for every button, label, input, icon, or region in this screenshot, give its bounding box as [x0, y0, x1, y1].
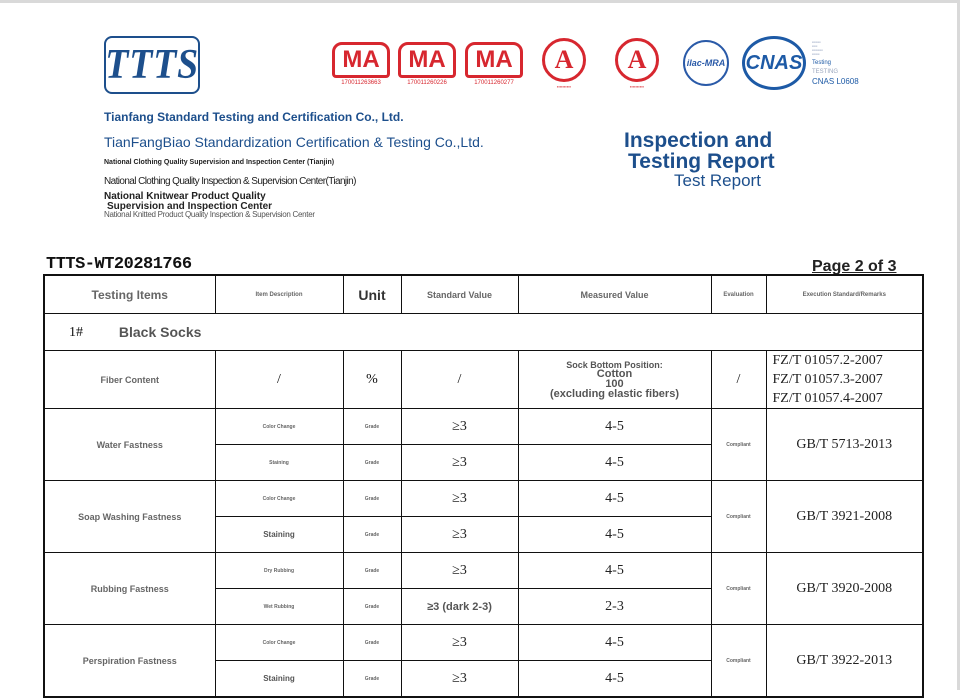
row-measured: 4-5	[518, 661, 711, 698]
cma-mark-1	[332, 42, 390, 86]
cnas-fine-print: ▪▪▪▪▪▪▪▪ ▪▪▪▪▪ ▪▪▪▪▪▪▪▪▪▪ ▪▪▪▪▪▪▪	[812, 40, 823, 56]
row-description: Color Change	[215, 625, 343, 661]
ma-icon: MA	[332, 42, 390, 78]
row-description: Dry Rubbing	[215, 553, 343, 589]
ma-icon: MA	[465, 42, 523, 78]
results-table	[43, 274, 924, 698]
row-standard: ≥3	[401, 517, 518, 553]
report-title-line-3: Test Report	[674, 171, 761, 190]
fiber-evaluation: /	[711, 351, 766, 409]
cnas-mark	[742, 36, 806, 90]
group-standard-ref: GB/T 3920-2008	[766, 553, 923, 625]
row-description: Staining	[215, 445, 343, 481]
fiber-standard-3: FZ/T 01057.4-2007	[772, 391, 883, 406]
sample-cell	[44, 314, 923, 351]
row-standard: ≥3	[401, 409, 518, 445]
fiber-unit: %	[343, 351, 401, 409]
row-unit: Grade	[343, 553, 401, 589]
table-row	[44, 481, 923, 517]
row-standard: ≥3 (dark 2-3)	[401, 589, 518, 625]
fiber-measured	[518, 351, 711, 409]
row-measured: 4-5	[518, 445, 711, 481]
table-row	[44, 409, 923, 445]
row-measured: 4-5	[518, 625, 711, 661]
cnas-line-1: Testing	[812, 60, 832, 66]
group-standard-ref: GB/T 5713-2013	[766, 409, 923, 481]
ma-number: 170011263663	[341, 80, 381, 86]
header-execution-standard: Execution Standard/Remarks	[766, 275, 923, 314]
header-unit: Unit	[343, 275, 401, 314]
header-evaluation: Evaluation	[711, 275, 766, 314]
ilac-mark	[683, 40, 729, 86]
fiber-standard-1: FZ/T 01057.2-2007	[772, 353, 883, 368]
row-description: Staining	[215, 517, 343, 553]
header-measured-value: Measured Value	[518, 275, 711, 314]
table-row	[44, 351, 923, 409]
ilac-icon: ilac-MRA	[683, 40, 729, 86]
group-evaluation: Compliant	[711, 553, 766, 625]
ma-number: 170011260277	[474, 80, 514, 86]
table-header-row	[44, 275, 923, 314]
row-unit: Grade	[343, 589, 401, 625]
header-standard-value: Standard Value	[401, 275, 518, 314]
center-name-4: National Knitted Product Quality Inspection & Supervision Center	[104, 210, 315, 219]
fiber-standard: /	[401, 351, 518, 409]
cnas-side-text	[812, 40, 872, 86]
cma-mark-3	[465, 42, 523, 86]
row-standard: ≥3	[401, 661, 518, 698]
report-title-line-1: Inspection and	[624, 129, 773, 152]
row-unit: Grade	[343, 517, 401, 553]
report-title-line-2: Testing Report	[628, 150, 775, 173]
company-name-alt: TianFangBiao Standardization Certification & Testing Co.,Ltd.	[104, 134, 484, 150]
page-top-edge	[0, 0, 960, 3]
sample-name: Black Socks	[118, 324, 202, 341]
page-indicator: Page 2 of 3	[812, 258, 897, 275]
cma-mark-2	[398, 42, 456, 86]
group-evaluation: Compliant	[711, 481, 766, 553]
table-row	[44, 625, 923, 661]
item-water-fastness: Water Fastness	[44, 409, 215, 481]
header-item-description: Item Description	[215, 275, 343, 314]
row-unit: Grade	[343, 445, 401, 481]
row-standard: ≥3	[401, 481, 518, 517]
item-fiber-content: Fiber Content	[44, 351, 215, 409]
fiber-description: /	[215, 351, 343, 409]
row-measured: 4-5	[518, 517, 711, 553]
center-name-2: National Clothing Quality Inspection & Supervision Center(Tianjin)	[104, 176, 356, 187]
cal-caption: ▪▪▪▪▪▪▪▪▪▪	[556, 84, 572, 89]
group-evaluation: Compliant	[711, 625, 766, 698]
row-standard: ≥3	[401, 553, 518, 589]
row-measured: 2-3	[518, 589, 711, 625]
fiber-material: Cotton	[596, 367, 633, 380]
row-standard: ≥3	[401, 445, 518, 481]
center-name-1: National Clothing Quality Supervision and Inspection Center (Tianjin)	[104, 159, 335, 166]
row-measured: 4-5	[518, 481, 711, 517]
item-rubbing-fastness: Rubbing Fastness	[44, 553, 215, 625]
cal-caption: ▪▪▪▪▪▪▪▪▪▪	[629, 84, 645, 89]
center-name-3a: National Knitwear Product Quality	[104, 191, 266, 202]
ma-icon: MA	[398, 42, 456, 78]
fiber-standards	[766, 351, 923, 409]
cal-icon: A	[615, 38, 659, 82]
row-description: Color Change	[215, 481, 343, 517]
ttts-logo	[104, 36, 200, 94]
item-perspiration-fastness: Perspiration Fastness	[44, 625, 215, 698]
cnas-line-2: TESTING	[812, 69, 839, 75]
group-standard-ref: GB/T 3922-2013	[766, 625, 923, 698]
item-soap-washing-fastness: Soap Washing Fastness	[44, 481, 215, 553]
center-name-3	[104, 192, 272, 212]
header-testing-items: Testing Items	[44, 275, 215, 314]
group-evaluation: Compliant	[711, 409, 766, 481]
row-description: Color Change	[215, 409, 343, 445]
row-measured: 4-5	[518, 553, 711, 589]
fiber-position: Sock Bottom Position:	[566, 359, 663, 370]
row-unit: Grade	[343, 625, 401, 661]
fiber-note: (excluding elastic fibers)	[550, 387, 679, 400]
row-unit: Grade	[343, 481, 401, 517]
row-description: Wet Rubbing	[215, 589, 343, 625]
sample-row	[44, 314, 923, 351]
cal-mark-1	[534, 38, 594, 89]
row-standard: ≥3	[401, 625, 518, 661]
company-name: Tianfang Standard Testing and Certification Co., Ltd.	[104, 110, 404, 124]
cal-mark-2	[607, 38, 667, 89]
row-unit: Grade	[343, 661, 401, 698]
row-description: Staining	[215, 661, 343, 698]
table-row	[44, 553, 923, 589]
row-measured: 4-5	[518, 409, 711, 445]
logo-text: TTTS	[105, 42, 199, 88]
cal-icon: A	[542, 38, 586, 82]
cnas-icon: CNAS	[742, 36, 806, 90]
ma-number: 170011260226	[407, 80, 447, 86]
row-unit: Grade	[343, 409, 401, 445]
fiber-standard-2: FZ/T 01057.3-2007	[772, 372, 883, 387]
report-number: TTTS-WT20281766	[46, 255, 192, 274]
sample-number: 1#	[69, 325, 83, 340]
group-standard-ref: GB/T 3921-2008	[766, 481, 923, 553]
center-name-3b: Supervision and Inspection Center	[107, 201, 273, 212]
cnas-line-3: CNAS L0608	[812, 77, 859, 86]
fiber-value: 100	[605, 377, 624, 390]
